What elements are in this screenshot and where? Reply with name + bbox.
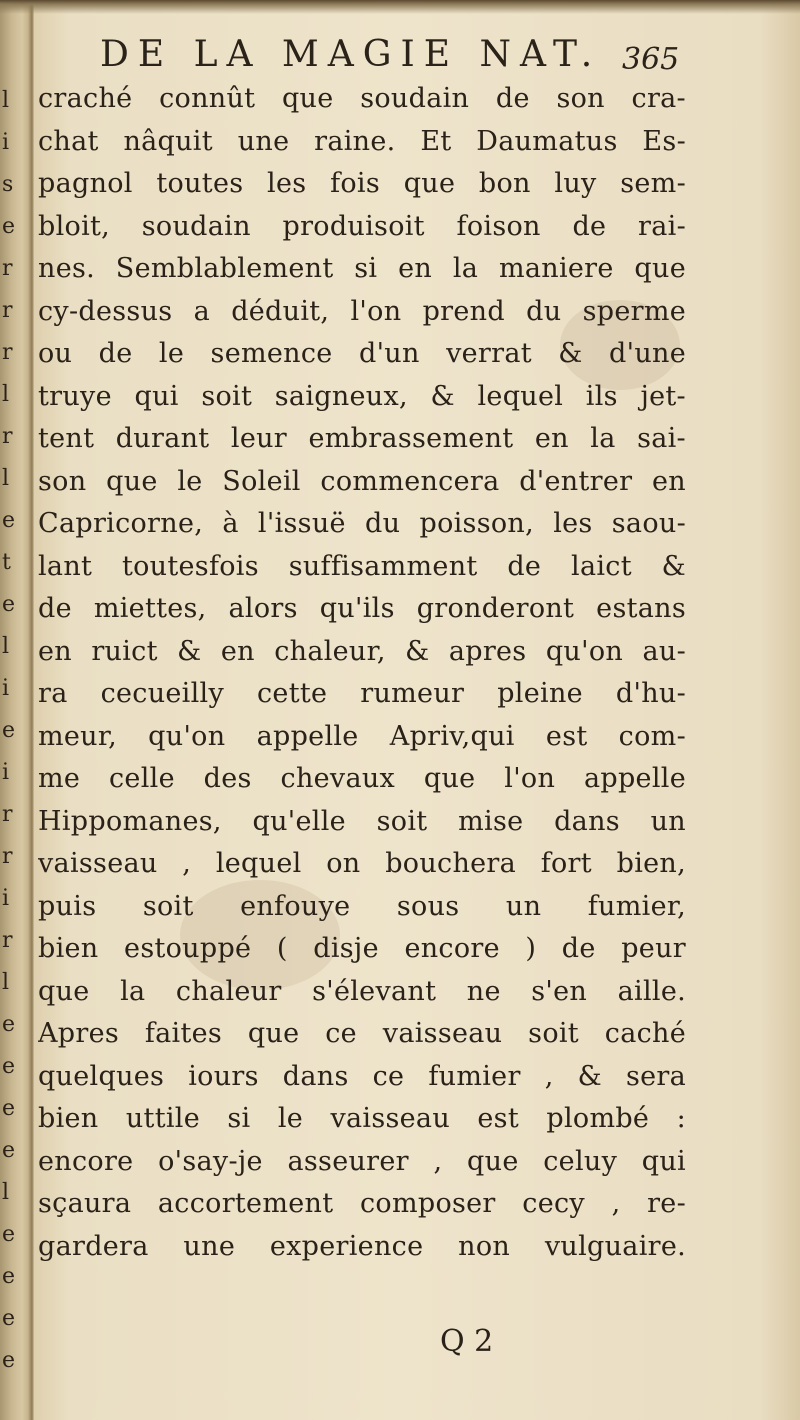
- text-line: meur, qu'on appelle Apriv,qui est com-: [38, 720, 686, 752]
- facing-page-letter: i: [2, 760, 10, 785]
- text-line: bien uttile si le vaisseau est plombé :: [38, 1103, 686, 1134]
- text-line: bloit, soudain produisoit foison de rai-: [38, 210, 686, 242]
- facing-page-letter: s: [2, 172, 14, 197]
- text-line: puis soit enfouye sous un fumier,: [38, 890, 686, 922]
- text-line: sçaura accortement composer cecy , re-: [38, 1188, 686, 1219]
- facing-page-letter: e: [2, 508, 16, 533]
- facing-page-letter: r: [2, 844, 13, 869]
- text-line: vaisseau , lequel on bouchera fort bien,: [38, 848, 686, 879]
- facing-page-letter: l: [2, 1180, 10, 1205]
- facing-page-letter: l: [2, 634, 10, 659]
- facing-page-letter: e: [2, 1348, 16, 1373]
- facing-page-letter: e: [2, 214, 16, 239]
- text-line: bien estouppé ( disje encore ) de peur: [38, 933, 686, 964]
- text-line: tent durant leur embrassement en la sai-: [38, 423, 686, 454]
- facing-page-letters: [2, 80, 16, 1400]
- facing-page-letter: r: [2, 256, 13, 281]
- facing-page-letter: e: [2, 1222, 16, 1247]
- text-line: cy-dessus a déduit, l'on prend du sperme: [38, 295, 686, 327]
- facing-page-letter: r: [2, 928, 13, 953]
- facing-page-letter: i: [2, 886, 10, 911]
- page-number: 365: [622, 42, 680, 77]
- text-line: ra cecueilly cette rumeur pleine d'hu-: [38, 678, 686, 709]
- body-text: [38, 78, 686, 1268]
- facing-page-letter: i: [2, 676, 10, 701]
- facing-page-letter: e: [2, 1096, 16, 1121]
- text-line: nes. Semblablement si en la maniere que: [38, 253, 686, 284]
- text-line: chat nâquit une raine. Et Daumatus Es-: [38, 125, 686, 157]
- facing-page-letter: l: [2, 970, 10, 995]
- text-line: que la chaleur s'élevant ne s'en aille.: [38, 975, 686, 1007]
- facing-page-letter: e: [2, 1054, 16, 1079]
- text-line: me celle des chevaux que l'on appelle: [38, 763, 686, 794]
- text-line: quelques iours dans ce fumier , & sera: [38, 1060, 686, 1092]
- facing-page-letter: e: [2, 1012, 16, 1037]
- facing-page-letter: r: [2, 802, 13, 827]
- text-line: gardera une experience non vulguaire.: [38, 1230, 686, 1262]
- text-line: truye qui soit saigneux, & lequel ils jet-: [38, 380, 686, 412]
- facing-page-letter: e: [2, 1306, 16, 1331]
- text-line: en ruict & en chaleur, & apres qu'on au-: [38, 635, 686, 667]
- text-line: lant toutesfois suffisamment de laict &: [38, 550, 686, 582]
- text-line: de miettes, alors qu'ils gronderont estans: [38, 593, 686, 624]
- facing-page-letter: l: [2, 466, 10, 491]
- facing-page-letter: e: [2, 1264, 16, 1289]
- facing-page-letter: l: [2, 88, 10, 113]
- facing-page-letter: i: [2, 130, 10, 155]
- facing-page-letter: e: [2, 1138, 16, 1163]
- text-line: Capricorne, à l'issuë du poisson, les saou-: [38, 508, 686, 539]
- text-line: pagnol toutes les fois que bon luy sem-: [38, 168, 686, 199]
- facing-page-letter: r: [2, 340, 13, 365]
- text-line: Hippomanes, qu'elle soit mise dans un: [38, 805, 686, 837]
- text-line: ou de le semence d'un verrat & d'une: [38, 338, 686, 369]
- facing-page-letter: r: [2, 424, 13, 449]
- running-head: DE LA MAGIE NAT.: [100, 34, 602, 75]
- text-line: encore o'say-je asseurer , que celuy qui: [38, 1145, 686, 1177]
- facing-page-letter: t: [2, 550, 11, 575]
- text-line: son que le Soleil commencera d'entrer en: [38, 465, 686, 497]
- text-line: craché connût que soudain de son cra-: [38, 83, 686, 114]
- signature-mark: Q 2: [440, 1324, 494, 1359]
- page-top-edge: [0, 0, 800, 14]
- facing-page-letter: l: [2, 382, 10, 407]
- facing-page-letter: e: [2, 718, 16, 743]
- facing-page-letter: r: [2, 298, 13, 323]
- page-gutter: [0, 0, 34, 1420]
- text-line: Apres faites que ce vaisseau soit caché: [38, 1018, 686, 1049]
- facing-page-letter: e: [2, 592, 16, 617]
